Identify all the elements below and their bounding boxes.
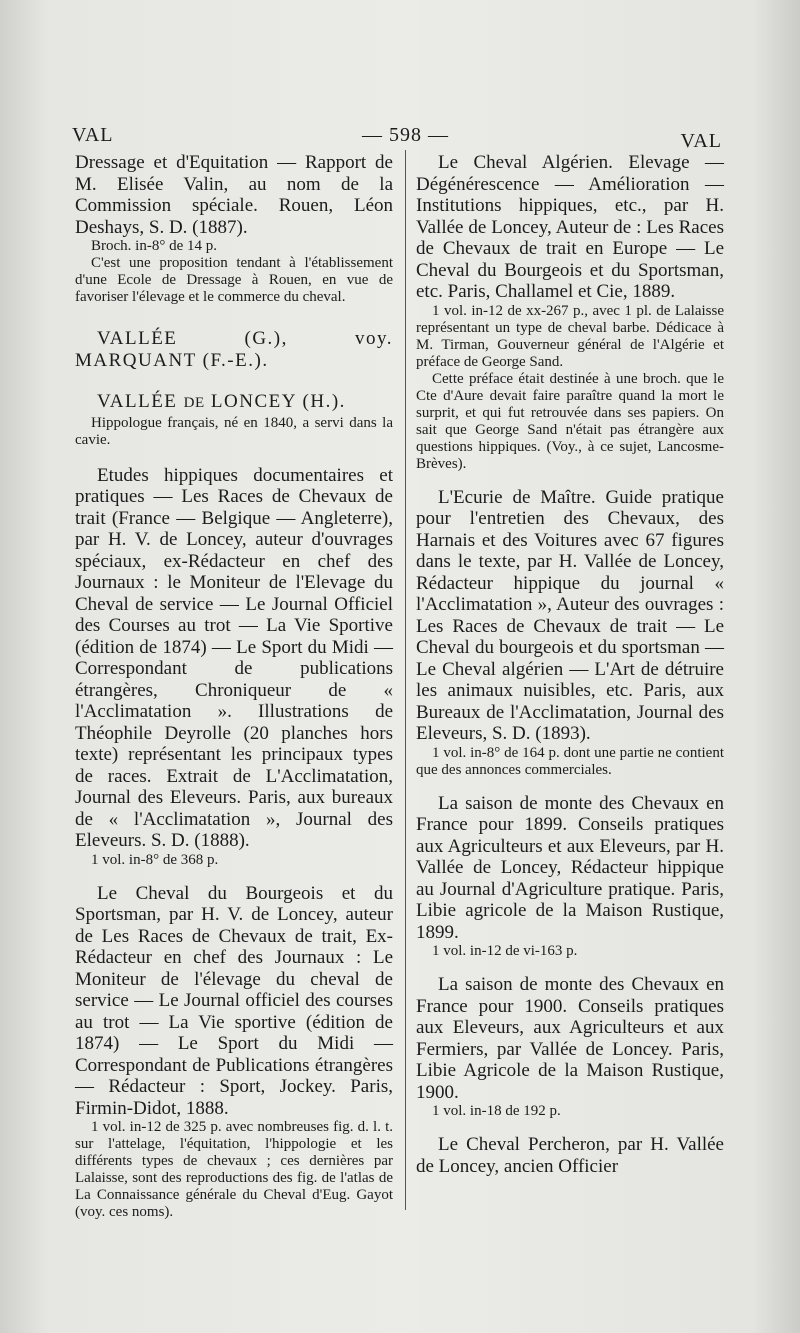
entry-text: Le Cheval Percheron, par H. Vallée de Loncey, ancien Officier [416, 1134, 724, 1177]
entry-note: Broch. in-8° de 14 p. [91, 238, 217, 254]
running-head [72, 124, 722, 154]
entry-vallee-de-loncey [75, 391, 393, 449]
running-head-right: VAL [680, 130, 722, 152]
author-heading-particle: DE [183, 395, 205, 411]
entry-note: 1 vol. in-18 de 192 p. [432, 1103, 561, 1119]
entry-text: Etudes hippiques documentaires et pratiques — Les Races de Chevaux de trait (France — Belgique — Angleterre), par H. V. de Loncey, auteur d'ouvrages spéciaux, ex-Rédacteur en chef des Journaux : le Moniteur de l'Elevage du Cheval de service — Le Journal Officiel des Courses au trot — La Vie Sportive (édition de 1874) — Le Sport du Midi — Correspondant de publications étrangères, Chroniqueur de « l'Acclimatation ». Illustrations de Théophile Deyrolle (20 planches hors texte) représentant les principaux types de races. Extrait de L'Acclimatation, Journal des Eleveurs. Paris, aux bureaux de « l'Acclimatation », Journal des Eleveurs. S. D. (1888). [75, 464, 393, 851]
entry-saison-1900 [416, 974, 724, 1120]
entry-cheval-bourgeois [75, 883, 393, 1222]
entry-note: 1 vol. in-8° de 368 p. [91, 851, 219, 868]
entry-note: 1 vol. in-12 de xx-267 p., avec 1 pl. de Lalaisse représentant un type de cheval barbe. Dédicace à M. Tirman, Gouverneur général de l'Algérie et préface de George Sand. [416, 302, 724, 370]
entry-text: Dressage et d'Equitation — Rapport de M. Elisée Valin, au nom de la Commission spéciale. Rouen, Léon Deshays, S. D. (1887). [75, 152, 393, 238]
entry-note: 1 vol. in-12 de vi-163 p. [432, 943, 578, 959]
entry-dressage [75, 152, 393, 306]
entry-text: Le Cheval Algérien. Elevage — Dégénérescence — Amélioration — Institutions hippiques, etc., par H. Vallée de Loncey, Auteur de : Les Races de Chevaux de trait en Europe — Le Cheval du Bourgeois et du Sportsman, etc. Paris, Challamel et Cie, 1889. [416, 152, 724, 302]
entry-text: Le Cheval du Bourgeois et du Sportsman, par H. V. de Loncey, auteur de Les Races de Chevaux de trait, Ex-Rédacteur en chef des Journaux : Le Moniteur de l'élevage du cheval de service — Le Journal officiel des courses au trot — La Vie sportive (édition de 1874) — Le Sport du Midi — Correspondant de Publications étrangères — Rédacteur : Sport, Jockey. Paris, Firmin-Didot, 1888. [75, 882, 393, 1119]
entry-text: L'Ecurie de Maître. Guide pratique pour l'entretien des Chevaux, des Harnais et des Voitures avec 67 figures dans le texte, par H. Vallée de Loncey, Rédacteur hippique du journal « l'Acclimatation », Auteur des ouvrages : Les Races de Chevaux de trait — Le Cheval du bourgeois et du sportsman — Le Cheval algérien — L'Art de détruire les animaux nuisibles, etc. Paris, aux Bureaux de l'Acclimatation, Journal des Eleveurs, S. D. (1893). [416, 486, 724, 744]
entry-etudes-hippiques [75, 465, 393, 869]
entry-text: La saison de monte des Chevaux en France pour 1899. Conseils pratiques aux Agriculteurs et aux Eleveurs, par H. Vallée de Loncey, Rédacteur hippique au Journal d'Agriculture pratique. Paris, Libie agricole de la Maison Rustique, 1899. [416, 792, 724, 943]
author-heading-part: LONCEY (H.). [204, 391, 346, 412]
running-head-left: VAL [72, 124, 114, 146]
column-divider [405, 150, 406, 1210]
entry-note: 1 vol. in-8° de 164 p. dont une partie ne contient que des annonces commerciales. [416, 744, 724, 778]
entry-cheval-algerien [416, 152, 724, 473]
entry-note: Cette préface était destinée à une broch. que le Cte d'Aure devait faire paraître quand la mort le surprit, et qui fut retrouvée dans ses papiers. On sait que George Sand n'était pas étrangère aux questions hippiques. (Voy., à ce sujet, Lancosme-Brèves). [416, 370, 724, 472]
author-heading [75, 391, 393, 415]
right-column [416, 152, 724, 1191]
author-heading: VALLÉE (G.), voy. MARQUANT (F.-E.). [75, 328, 393, 371]
entry-saison-1899 [416, 793, 724, 961]
page-number: — 598 — [362, 124, 449, 146]
entry-vallee-g [75, 328, 393, 371]
entry-note: 1 vol. in-12 de 325 p. avec nombreuses fig. d. l. t. sur l'attelage, l'équitation, l'hippologie et les différents types de chevaux ; ces dernières par Lalaisse, sont des reproductions des fig. de l'atlas de La Connaissance générale du Cheval d'Eug. Gayot (voy. ces noms). [75, 1119, 393, 1220]
entry-text: La saison de monte des Chevaux en France pour 1900. Conseils pratiques aux Eleveurs, aux Agriculteurs et aux Fermiers, par Vallée de Loncey. Paris, Libie Agricole de la Maison Rustique, 1900. [416, 974, 724, 1103]
author-heading-part: VALLÉE [97, 391, 184, 412]
left-column [75, 152, 393, 1235]
entry-note: C'est une proposition tendant à l'établissement d'une Ecole de Dressage à Rouen, en vue de favoriser l'élevage et le commerce du cheval. [75, 255, 393, 305]
entry-ecurie-de-maitre [416, 487, 724, 779]
entry-cheval-percheron [416, 1134, 724, 1177]
author-bio: Hippologue français, né en 1840, a servi dans la cavie. [75, 414, 393, 448]
